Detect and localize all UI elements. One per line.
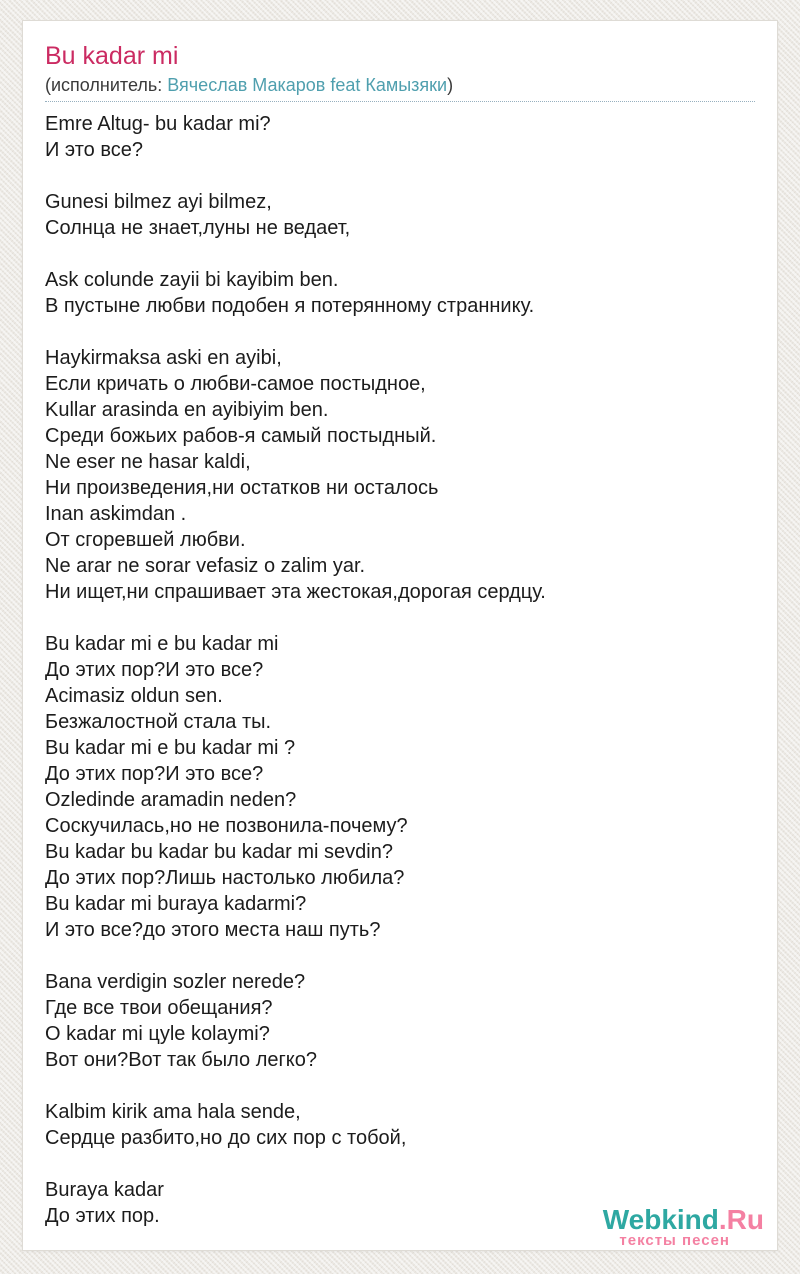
lyrics [45, 111, 755, 1229]
webkind-logo-tagline: тексты песен [619, 1232, 730, 1249]
lyric-line: Kullar arasinda en ayibiyim ben. [45, 399, 329, 421]
webkind-logo-wordmark [602, 1204, 764, 1235]
lyric-line: До этих пор?Лишь настолько любила? [45, 867, 405, 889]
lyric-line: И это все? [45, 139, 143, 161]
lyric-line: И это все?до этого места наш путь? [45, 919, 381, 941]
lyric-line: Безжалостной стала ты. [45, 711, 272, 733]
lyric-line: Ни произведения,ни остатков ни осталось [45, 477, 439, 499]
stanza [45, 631, 755, 943]
lyric-line: От сгоревшей любви. [45, 529, 246, 551]
webkind-logo-name: Webkind [602, 1204, 719, 1235]
lyrics-card [22, 20, 778, 1251]
lyric-line: Соскучилась,но не позвонила-почему? [45, 815, 408, 837]
song-title: Bu kadar mi [45, 42, 179, 70]
stanza [45, 189, 755, 241]
artist-row [45, 73, 755, 102]
stanza [45, 111, 755, 163]
lyric-line: Gunesi bilmez ayi bilmez, [45, 191, 272, 213]
stanza [45, 267, 755, 319]
lyric-line: Ozledinde aramadin neden? [45, 789, 297, 811]
lyric-line: Bu kadar mi e bu kadar mi ? [45, 737, 296, 759]
lyric-line: До этих пор?И это все? [45, 763, 264, 785]
stanza [45, 345, 755, 605]
lyric-line: Inan askimdan . [45, 503, 187, 525]
lyric-line: До этих пор. [45, 1205, 160, 1227]
lyric-line: Bu kadar mi e bu kadar mi [45, 633, 279, 655]
lyric-line: В пустыне любви подобен я потерянному страннику. [45, 295, 535, 317]
lyrics-card-content [23, 21, 777, 1250]
lyric-line: Солнца не знает,луны не ведает, [45, 217, 351, 239]
artist-prefix-label: (исполнитель: [45, 75, 168, 95]
lyric-line: До этих пор?И это все? [45, 659, 264, 681]
lyric-line: Ни ищет,ни спрашивает эта жестокая,дорогая сердцу. [45, 581, 546, 603]
lyric-line: Bana verdigin sozler nerede? [45, 971, 306, 993]
artist-suffix-label: ) [447, 75, 454, 95]
lyric-line: Kalbim kirik ama hala sende, [45, 1101, 301, 1123]
artist-link[interactable]: Вячеслав Макаров feat Камызяки [167, 75, 448, 95]
lyric-line: Bu kadar mi buraya kadarmi? [45, 893, 307, 915]
lyric-line: Если кричать о любви-самое постыдное, [45, 373, 426, 395]
lyric-line: Buraya kadar [45, 1179, 164, 1201]
lyric-line: Ask colunde zayii bi kayibim ben. [45, 269, 339, 291]
lyric-line: Acimasiz oldun sen. [45, 685, 223, 707]
lyric-line: Вот они?Вот так было легко? [45, 1049, 318, 1071]
lyric-line: Где все твои обещания? [45, 997, 273, 1019]
lyric-line: O kadar mi цyle kolaymi? [45, 1023, 270, 1045]
webkind-logo[interactable] [602, 1204, 764, 1249]
lyric-line: Bu kadar bu kadar bu kadar mi sevdin? [45, 841, 393, 863]
lyric-line: Haykirmaksa aski en ayibi, [45, 347, 282, 369]
lyric-line: Сердце разбито,но до сих пор с тобой, [45, 1127, 407, 1149]
stanza [45, 1099, 755, 1151]
lyric-line: Среди божьих рабов-я самый постыдный. [45, 425, 437, 447]
stanza [45, 969, 755, 1073]
lyric-line: Ne arar ne sorar vefasiz o zalim yar. [45, 555, 366, 577]
webkind-logo-domain: .Ru [718, 1204, 764, 1235]
lyric-line: Ne eser ne hasar kaldi, [45, 451, 251, 473]
lyric-line: Emre Altug- bu kadar mi? [45, 113, 271, 135]
